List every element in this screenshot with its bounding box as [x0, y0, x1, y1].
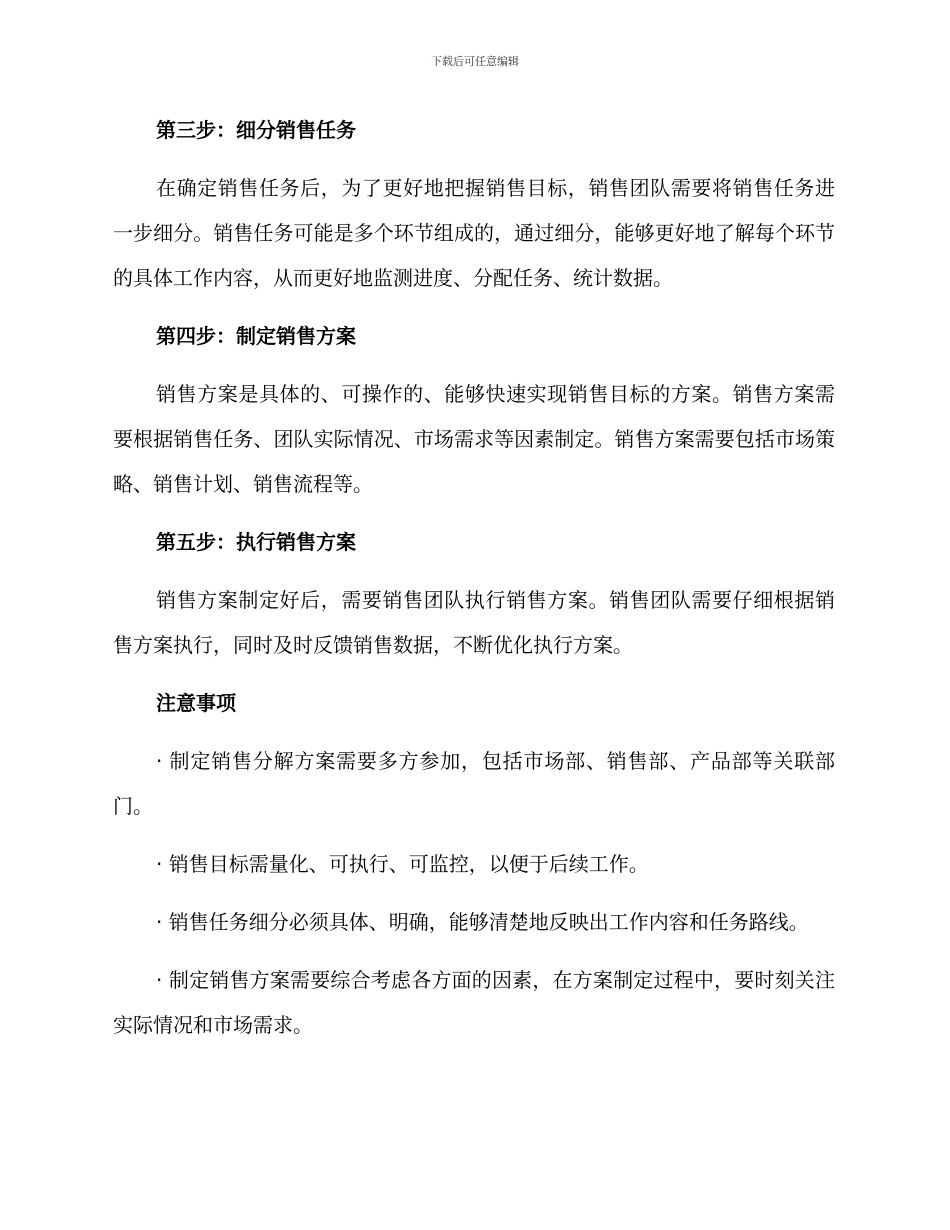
- note-item-2: · 销售目标需量化、可执行、可监控，以便于后续工作。: [156, 852, 649, 876]
- section-paragraph-step-5: 销售方案制定好后，需要销售团队执行销售方案。销售团队需要仔细根据销售方案执行，同时及时反馈销售数据，不断优化执行方案。: [113, 588, 835, 657]
- section-paragraph-step-4: 销售方案是具体的、可操作的、能够快速实现销售目标的方案。销售方案需要根据销售任务、团队实际情况、市场需求等因素制定。销售方案需要包括市场策略、销售计划、销售流程等。: [113, 382, 835, 496]
- section-heading-step-4: 第四步：制定销售方案: [156, 324, 356, 348]
- document-body: [113, 108, 835, 1061]
- notes-heading: 注意事项: [156, 691, 236, 715]
- note-item-4: · 制定销售方案需要综合考虑各方面的因素，在方案制定过程中，要时刻关注实际情况和市场需求。: [113, 968, 835, 1037]
- note-item-3: · 销售任务细分必须具体、明确，能够清楚地反映出工作内容和任务路线。: [156, 910, 809, 934]
- section-paragraph-step-3: 在确定销售任务后，为了更好地把握销售目标，销售团队需要将销售任务进一步细分。销售任务可能是多个环节组成的，通过细分，能够更好地了解每个环节的具体工作内容，从而更好地监测进度、分配任务、统计数据。: [113, 176, 835, 290]
- section-heading-step-5: 第五步：执行销售方案: [156, 530, 356, 554]
- page-header: 下载后可任意编辑: [431, 55, 519, 68]
- note-item-1: · 制定销售分解方案需要多方参加，包括市场部、销售部、产品部等关联部门。: [113, 749, 835, 818]
- section-heading-step-3: 第三步：细分销售任务: [156, 118, 356, 142]
